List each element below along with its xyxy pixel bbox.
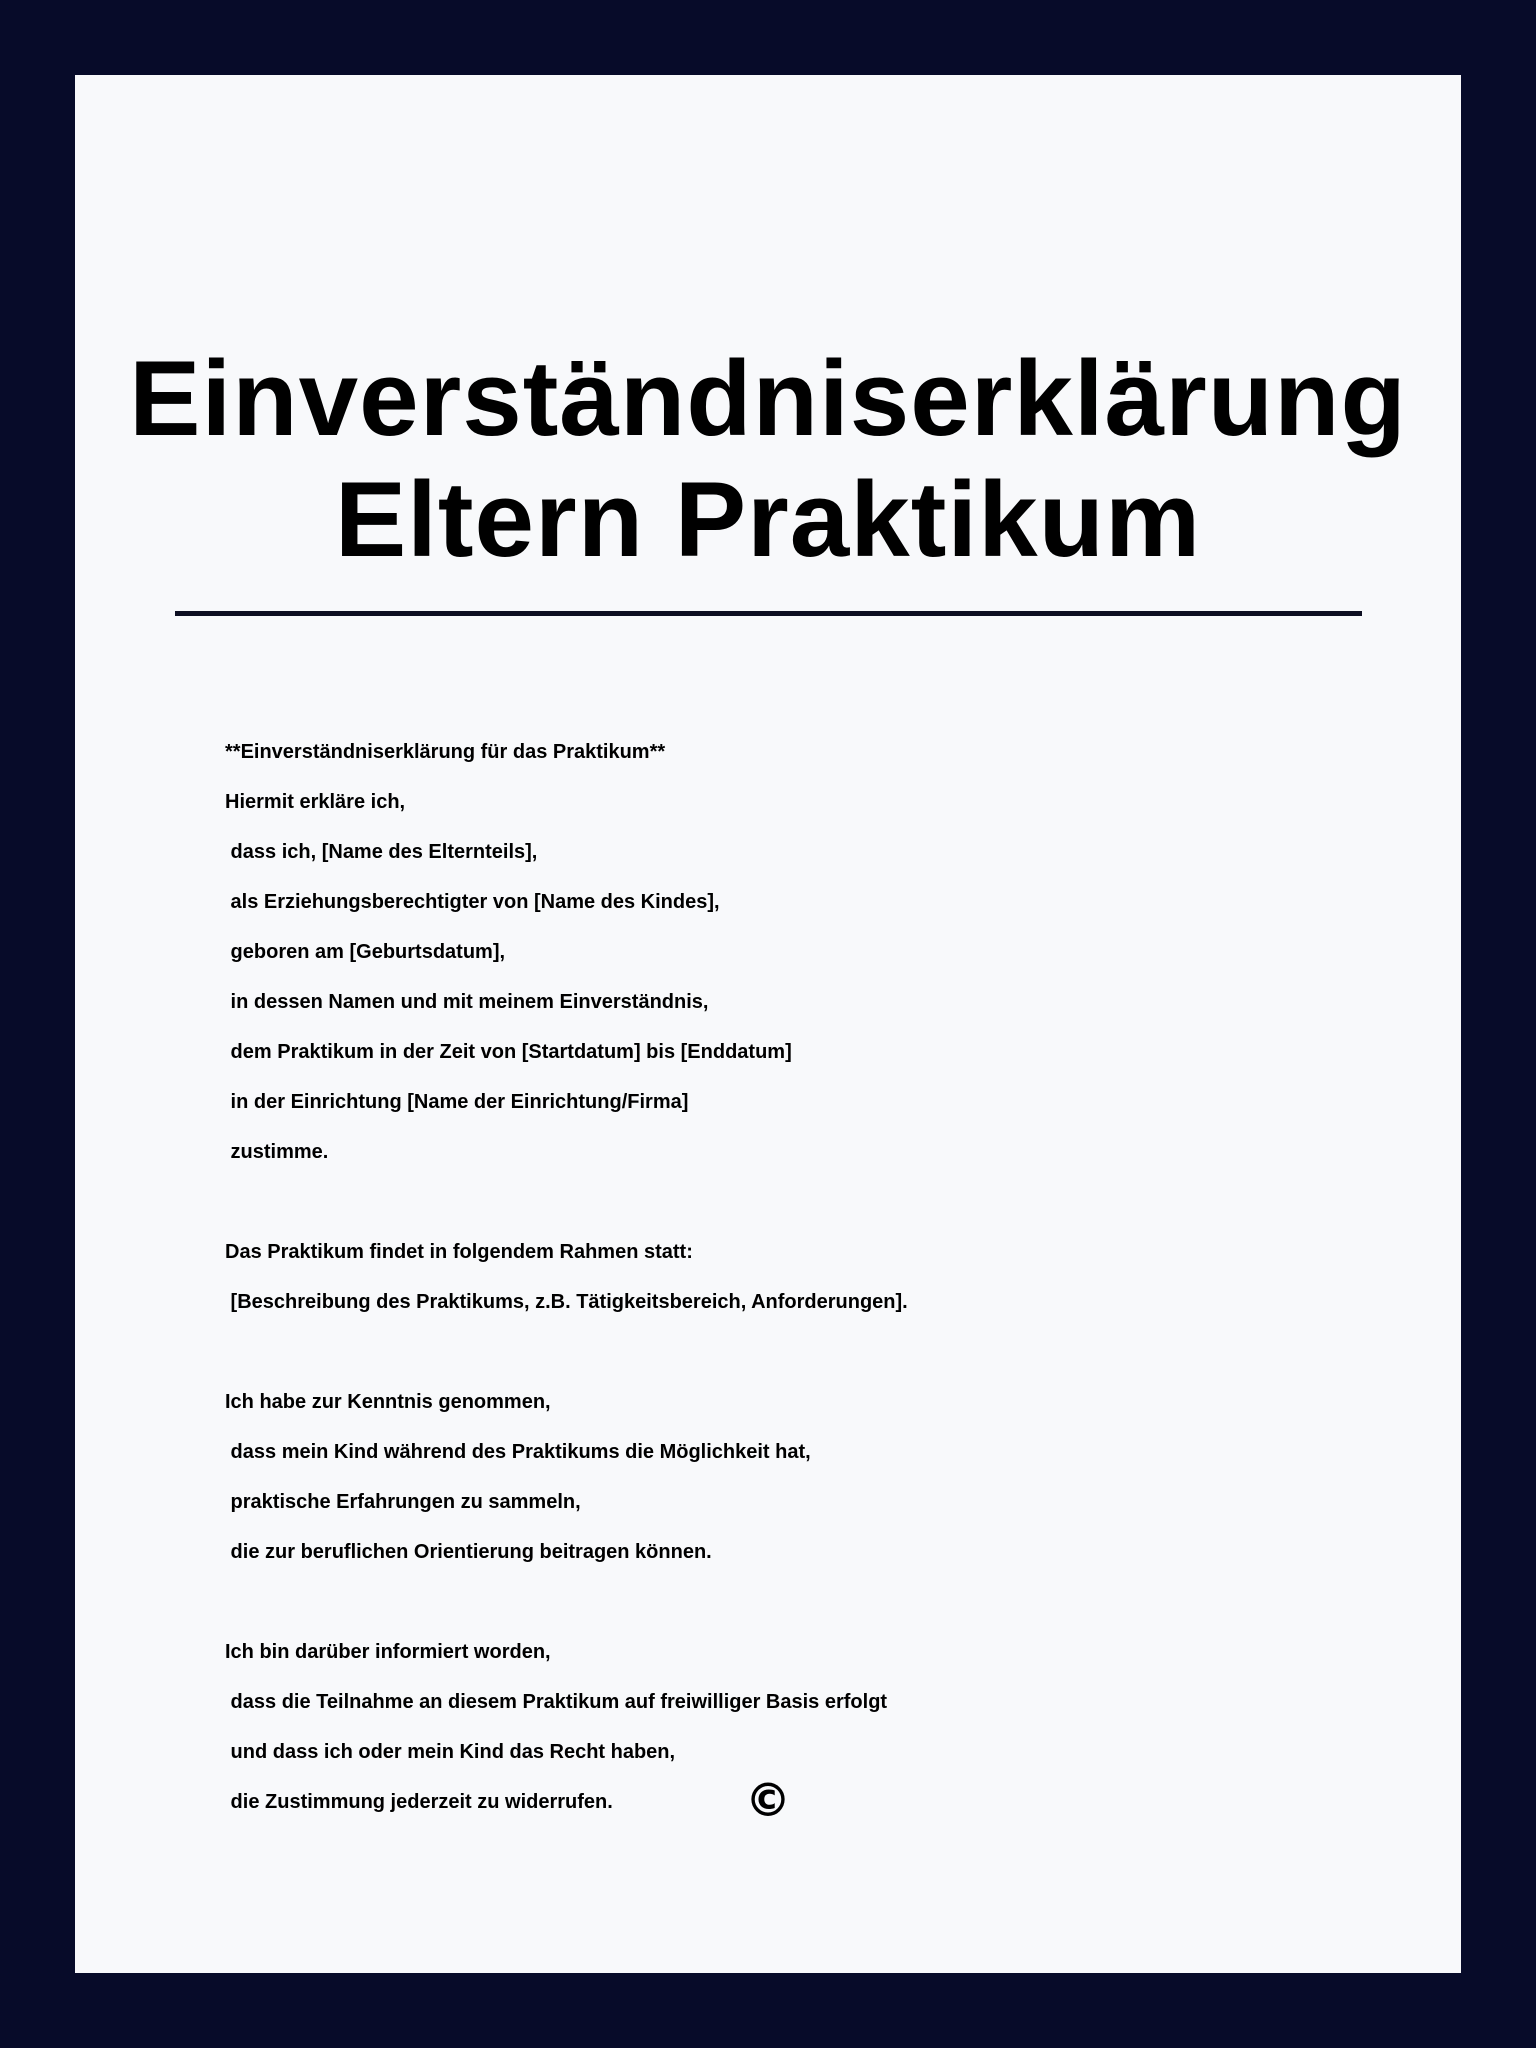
copyright-icon: © <box>745 1773 791 1827</box>
body-line: zustimme. <box>225 1141 329 1163</box>
body-line: praktische Erfahrungen zu sammeln, <box>225 1491 581 1513</box>
body-line: Ich habe zur Kenntnis genommen, <box>225 1391 551 1413</box>
title-line-2: Eltern Praktikum <box>334 459 1202 579</box>
document-body <box>225 732 1325 1832</box>
body-line: in der Einrichtung [Name der Einrichtung/Firma] <box>225 1091 689 1113</box>
body-line: als Erziehungsberechtigter von [Name des Kindes], <box>225 891 720 913</box>
document-page <box>75 75 1461 1973</box>
body-line: in dessen Namen und mit meinem Einverständnis, <box>225 991 709 1013</box>
body-line: [Beschreibung des Praktikums, z.B. Tätigkeitsbereich, Anforderungen]. <box>225 1291 908 1313</box>
body-line: Hiermit erkläre ich, <box>225 791 406 813</box>
body-line: Ich bin darüber informiert worden, <box>225 1641 551 1663</box>
body-line: dass ich, [Name des Elternteils], <box>225 841 538 863</box>
document-title <box>75 338 1461 580</box>
title-divider <box>175 611 1362 616</box>
body-line: und dass ich oder mein Kind das Recht haben, <box>225 1741 676 1763</box>
blank-line <box>225 1582 1325 1632</box>
body-line: die Zustimmung jederzeit zu widerrufen. <box>225 1791 613 1813</box>
blank-line <box>225 1332 1325 1382</box>
body-line: dass die Teilnahme an diesem Praktikum auf freiwilliger Basis erfolgt <box>225 1691 888 1713</box>
body-line: dass mein Kind während des Praktikums die Möglichkeit hat, <box>225 1441 811 1463</box>
blank-line <box>225 1182 1325 1232</box>
body-line: dem Praktikum in der Zeit von [Startdatum] bis [Enddatum] <box>225 1041 792 1063</box>
body-line: die zur beruflichen Orientierung beitragen können. <box>225 1541 712 1563</box>
body-line: Das Praktikum findet in folgendem Rahmen statt: <box>225 1241 693 1263</box>
title-line-1: Einverständniserklärung <box>129 338 1407 458</box>
body-line: geboren am [Geburtsdatum], <box>225 941 506 963</box>
body-line: **Einverständniserklärung für das Praktikum** <box>225 741 666 763</box>
